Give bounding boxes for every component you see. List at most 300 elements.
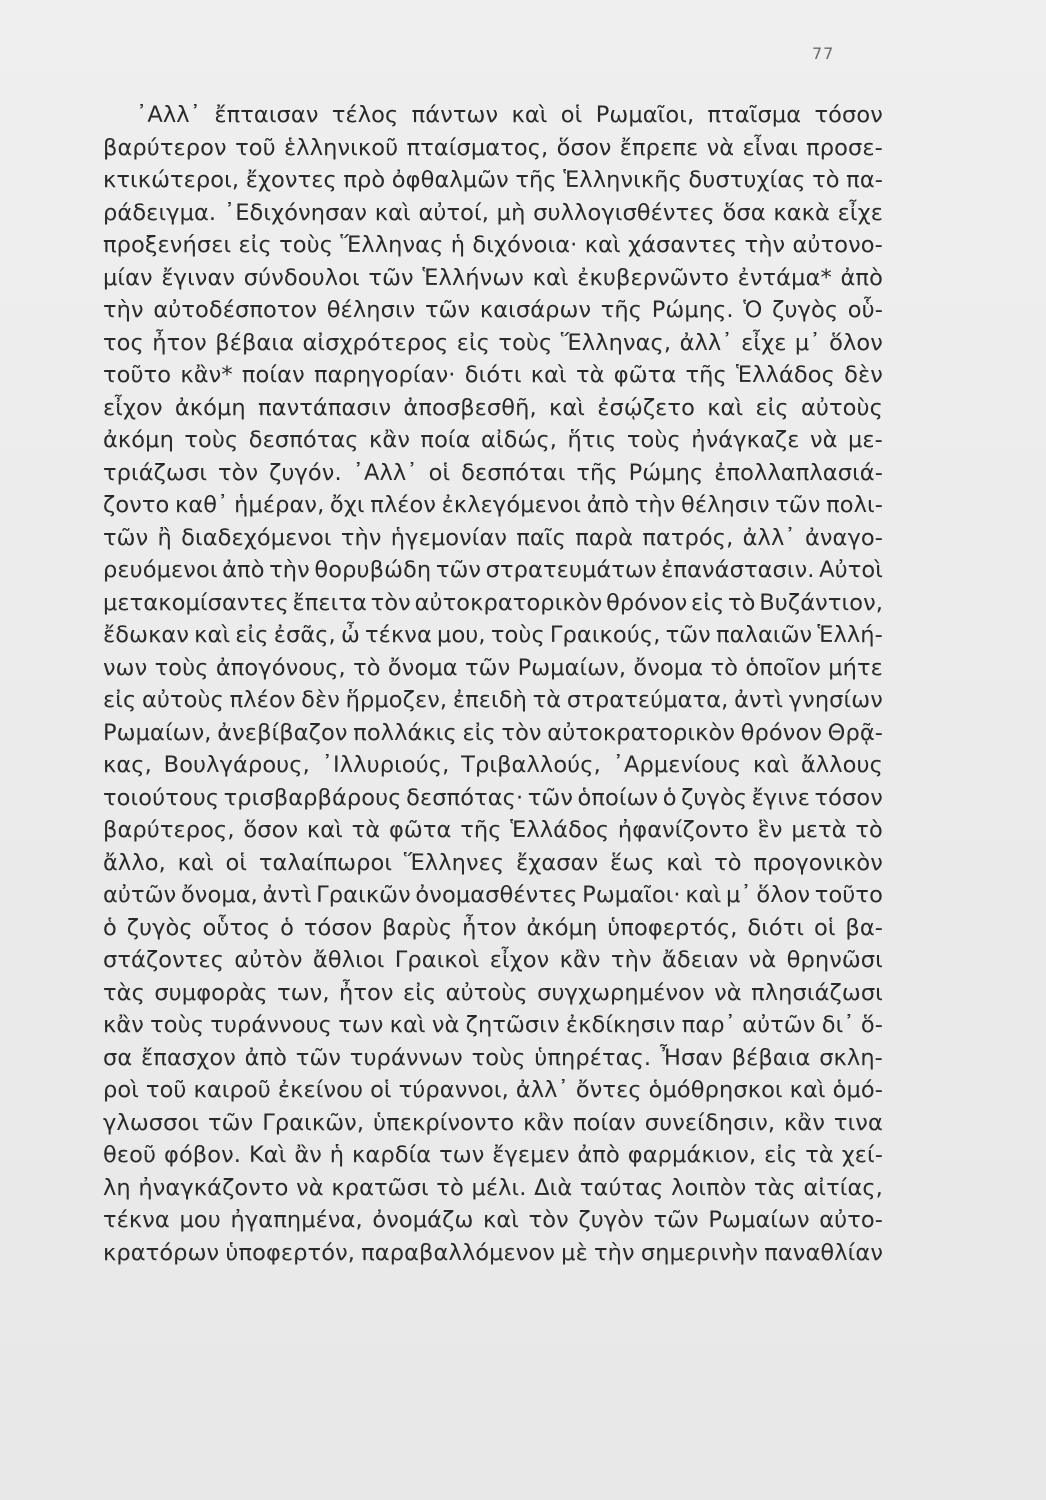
text-line [103, 294, 883, 327]
word: ἔχοντες [245, 167, 337, 193]
word: ρευόμενοι [103, 557, 218, 583]
word: ζητῶσιν [465, 1012, 560, 1038]
word: εἰς [764, 1142, 798, 1168]
word: κας, [103, 752, 152, 778]
word: εἰς [402, 979, 437, 1006]
word: ἡμέραν, [234, 492, 325, 518]
word: Καὶ [248, 1142, 287, 1168]
word: τὸν [501, 719, 542, 746]
word: τόσον [814, 784, 883, 811]
word: κρατῶσι [331, 1174, 429, 1201]
word: καὶ [707, 394, 744, 421]
word: συγχωρημένον [537, 979, 705, 1006]
word: των, [277, 979, 330, 1006]
word: Ἦσαν [659, 1044, 723, 1071]
text-line [103, 749, 883, 782]
word: ὅ- [860, 1012, 883, 1038]
word: Ρωμαίων, [517, 654, 627, 681]
word: καιροῦ [193, 1077, 271, 1103]
word: τύραννοι, [398, 1077, 509, 1103]
word: τῶν [424, 297, 471, 323]
word: συνείδησιν, [644, 1109, 776, 1136]
word: ᾿Αλλ᾿ [352, 459, 418, 486]
word: ὄνομα [387, 654, 458, 681]
word: νὰ [714, 979, 742, 1006]
word: Ρώμης [628, 459, 704, 486]
word: ὑποφερτόν, [225, 1239, 355, 1266]
word: παῖς [516, 524, 566, 551]
word: καὶ [549, 394, 586, 421]
word: καὶ [374, 199, 411, 226]
word: τοῦτο [103, 362, 172, 388]
word: ἔπρεπε [619, 134, 699, 161]
word: πλησιάζωσι [751, 979, 883, 1006]
word: τοῦτο [814, 882, 883, 908]
word: ἠνάγκαζε [691, 427, 800, 453]
word: βαρύτερος, [103, 817, 235, 843]
word: τόσον [814, 102, 883, 128]
word: Θρᾷ- [827, 719, 883, 746]
word: ἔπταισαν [214, 102, 319, 128]
word: γλωσσοι [103, 1109, 200, 1136]
word: ὁ [280, 914, 295, 941]
text-line [103, 652, 883, 685]
word: τὸ [710, 654, 738, 681]
word: Διὰ [534, 1174, 573, 1201]
word: ὅσον [243, 817, 299, 843]
word: μετακομίσαντες [103, 589, 289, 616]
word: ὦ [340, 622, 360, 648]
word: ἔχασαν [516, 849, 599, 876]
word: Ἕλληνας [340, 232, 444, 258]
word: ὅλον [829, 329, 883, 356]
word: ζυγὸς [126, 914, 193, 941]
word: ἥτις [567, 427, 617, 453]
text-line [103, 457, 883, 490]
word: των [439, 1142, 485, 1168]
word: ζυγὸν [578, 1207, 644, 1233]
word: εἰς [103, 687, 137, 713]
word: καὶ [194, 622, 231, 648]
word: τριάζωσι [103, 459, 208, 486]
word: ἔγιναν [161, 264, 236, 291]
word: τῶν [527, 784, 574, 811]
word: ταλαίπωροι [258, 849, 393, 876]
word: τέλος [331, 102, 399, 128]
word: Τριβαλλούς, [461, 752, 601, 778]
word: αὐτοὺς [800, 394, 883, 421]
word: παναθλίαν [764, 1239, 883, 1266]
word: ἕως [610, 849, 655, 876]
word: εἶχε [837, 199, 883, 226]
word: τῶν [653, 1207, 699, 1233]
word: τὸν [528, 1207, 569, 1233]
text-line [103, 197, 883, 230]
word: γνησίων [788, 687, 883, 713]
word: κἂν [559, 947, 601, 973]
word: συμφορὰς [154, 979, 268, 1006]
word: σκλη- [819, 1044, 883, 1071]
word: ζυγὸς [681, 784, 748, 811]
word: μὴ [496, 199, 526, 226]
word: προσε- [806, 134, 883, 161]
word: τῶν [775, 492, 821, 518]
word: ὅσον [556, 134, 612, 161]
word: αὐτῶν [103, 882, 177, 908]
word: διότι [464, 362, 522, 388]
word: διότι [747, 914, 805, 941]
word: χεί- [841, 1142, 883, 1168]
word: ὅσα [722, 199, 766, 226]
word: ἀντὶ [262, 882, 312, 908]
word: ἀλλ᾿ [679, 329, 733, 356]
word: κἂν [369, 427, 410, 453]
word: Γραικῶν, [262, 1109, 365, 1136]
word: Ἕλληνας, [560, 329, 672, 356]
word: τὸν [217, 459, 259, 486]
word: βαρύτερον [103, 134, 227, 161]
word: Ἑλληνικῆς [563, 167, 682, 193]
word: καὶ [306, 817, 343, 843]
word: δεσπόται [461, 459, 566, 486]
word: θρόνον [606, 589, 688, 616]
word: παρ᾿ [681, 1012, 737, 1038]
word: ἀπὸ [222, 557, 265, 583]
word: τὰ [351, 817, 381, 843]
word: νὰ [706, 134, 735, 161]
word: πολλάκις [353, 719, 457, 746]
word: παλαιῶν [715, 622, 813, 648]
word: μήτε [828, 654, 883, 681]
word: τὸν [370, 589, 411, 616]
word: βέβαια [215, 329, 295, 356]
word: ἀπὸ [244, 1044, 288, 1071]
word: ἐντάμα* [737, 264, 832, 291]
word: ράδειγμα. [103, 199, 217, 226]
word: αὐτῶν [742, 1012, 816, 1038]
word: τὰ [576, 362, 605, 388]
word: βα- [845, 914, 883, 941]
word: ὄνομα [633, 654, 704, 681]
text-line [103, 262, 883, 295]
word: ἀκόμη [103, 427, 174, 453]
text-line [103, 847, 883, 880]
word: τοὺς [471, 1044, 526, 1071]
word: πλέον [370, 492, 437, 518]
word: καὶ [177, 849, 214, 876]
word: καὶ [685, 882, 722, 908]
word: εἰς [755, 394, 789, 421]
word: ἥρμοζεν, [345, 687, 448, 713]
text-line [103, 554, 883, 587]
word: ἐκδίκησιν [565, 1012, 676, 1038]
word: τοὺς [490, 622, 545, 648]
word: τοὺς [150, 1012, 205, 1038]
text-line [103, 1172, 883, 1205]
word: τὴν [744, 232, 786, 258]
word: ἡγεμονίαν [390, 524, 508, 551]
text-line [103, 132, 883, 165]
word: φόβον. [164, 1142, 242, 1168]
word: ταύτας [579, 1174, 664, 1201]
word: οἱ [225, 849, 248, 876]
word: μ᾿ [794, 329, 821, 356]
word: τοιούτους [103, 784, 220, 811]
word: ἑλληνικοῦ [284, 134, 399, 161]
word: τυράννων [349, 1044, 463, 1071]
word: ποίαν [241, 362, 305, 388]
word: αὐτοκρατορικὸν [414, 589, 603, 616]
word: νων [103, 654, 148, 681]
word: λη [103, 1174, 131, 1201]
word: ἀπὸ [586, 492, 630, 518]
word: ἀντὶ [734, 687, 784, 713]
word: ὀνομασθέντες [415, 882, 578, 908]
word: αὐτοί, [418, 199, 489, 226]
word: πταῖσμα [707, 102, 802, 128]
word: παντάπασιν [258, 394, 392, 421]
word: πολι- [826, 492, 883, 518]
word: Ἑλλήνων [422, 264, 524, 291]
word: ποίαν [573, 1109, 636, 1136]
word: καὶ [530, 362, 567, 388]
word: Ἑλλάδος [510, 817, 610, 843]
word: κακὰ [773, 199, 830, 226]
word: ἓν [757, 817, 783, 843]
word: νὰ [431, 1012, 460, 1038]
word: τῶν [103, 524, 149, 551]
word: νὰ [296, 1174, 324, 1201]
word: πταίσματος, [406, 134, 549, 161]
word: τὰς [103, 979, 145, 1006]
text-line [103, 1107, 883, 1140]
text-line [103, 392, 883, 425]
word: τῆς [576, 459, 618, 486]
word: τὴν [634, 492, 676, 518]
word: δεσπότας [248, 427, 359, 453]
word: τὰ [532, 687, 562, 713]
word: ἄθλιοι [312, 947, 385, 973]
word: ᾿Αρμενίους [612, 752, 742, 778]
word: οὗτος [202, 914, 271, 941]
word: ὁμόθρησκοι [648, 1077, 783, 1103]
word: τὴν [269, 557, 310, 583]
word: ἠφανίζοντο [617, 817, 749, 843]
word: βέβαια [731, 1044, 811, 1071]
word: ἐκείνου [277, 1077, 364, 1103]
word: ὁποῖον [745, 654, 821, 681]
text-line [103, 327, 883, 360]
word: λοιπὸν [671, 1174, 747, 1201]
word: ὑπηρέτας. [534, 1044, 652, 1071]
text-line [103, 717, 883, 750]
word: Ἑλλάδος [736, 362, 835, 388]
word: καὶ [753, 752, 790, 778]
word: Βουλγάρους, [163, 752, 310, 778]
text-line [103, 1204, 883, 1237]
text-line [103, 522, 883, 555]
word: οἱ [370, 1077, 392, 1103]
word: ἔπειτα [292, 589, 367, 616]
word: μ᾿ [725, 882, 752, 908]
word: κἂν [784, 1109, 825, 1136]
word: ἔγεμεν [492, 1142, 570, 1168]
text-line [103, 684, 883, 717]
word: ὁ [662, 784, 677, 811]
word: τῶν [208, 1109, 254, 1136]
word: ζυγὸς [772, 297, 839, 323]
word: καὶ [666, 849, 703, 876]
word: τοῦ [145, 1077, 187, 1103]
word: ἢ [157, 524, 172, 551]
word: ὁ [103, 914, 117, 941]
word: τῶν [295, 1044, 342, 1071]
word: φῶτα [613, 362, 677, 388]
word: ἀκόμη [174, 394, 246, 421]
word: διαδεχόμενοι [181, 524, 332, 551]
word: Ἕλληνες [403, 849, 505, 876]
word: τὸ [728, 589, 756, 616]
word: ἠγαπημένα, [230, 1207, 363, 1233]
word: εἰς [235, 622, 269, 648]
word: μου, [437, 622, 486, 648]
word: Ρωμαῖοι· [582, 882, 681, 908]
word: ἐπολλαπλασιά- [714, 459, 883, 486]
word: αὐτοὺς [141, 687, 224, 713]
word: διχόνοια· [472, 232, 578, 258]
word: τὸ [855, 817, 883, 843]
word: σημερινὴν [640, 1239, 759, 1266]
word: καὶ [532, 264, 569, 291]
word: εἰς [462, 719, 496, 746]
word: οἱ [560, 102, 583, 128]
word: ἐπανάστασιν. [661, 557, 815, 583]
word: αἰδώς, [481, 427, 558, 453]
text-line [103, 1009, 883, 1042]
word: ἀποσβεσθῆ, [403, 394, 537, 421]
word: τῆς [685, 362, 727, 388]
word: αὐτὸν [234, 947, 303, 973]
word: παρηγορίαν· [313, 362, 456, 388]
word: τὴν [610, 947, 652, 973]
word: ἀκόμη [526, 914, 598, 941]
word: τυράννους [210, 1012, 332, 1038]
word: ἦτον [152, 329, 207, 356]
word: ὄχι [329, 492, 365, 518]
word: τὰ [805, 1142, 834, 1168]
word: καὶ [789, 1077, 826, 1103]
word: οἱ [813, 914, 836, 941]
word: στρατεύματα, [566, 687, 729, 713]
word: πατρός, [642, 524, 734, 551]
word: κἂν [523, 1109, 565, 1136]
word: ἔδωκαν [103, 622, 190, 648]
word: τὴν [340, 524, 382, 551]
word: τοῦ [235, 134, 276, 161]
word: ἔπασχον [141, 1044, 236, 1071]
word: καρδία [352, 1142, 432, 1168]
word: χάσαντες [628, 232, 738, 258]
text-line [103, 1074, 883, 1107]
text-line [103, 977, 883, 1010]
word: ἀναγο- [804, 524, 883, 551]
word: καὶ [483, 1207, 520, 1233]
word: δεσπότας· [406, 784, 524, 811]
word: ἄδειαν [661, 947, 739, 973]
word: δι᾿ [821, 1012, 855, 1038]
text-line [103, 99, 883, 132]
word: πα- [846, 167, 883, 193]
word: νὰ [809, 427, 838, 453]
word: παραβαλλόμενον [361, 1239, 556, 1266]
word: τοὺς [184, 427, 239, 453]
word: μὲ [561, 1239, 588, 1266]
text-line [103, 424, 883, 457]
word: δυστυχίας [688, 167, 806, 193]
text-line [103, 489, 883, 522]
word: τὰς [753, 1174, 796, 1201]
word: μου [179, 1207, 221, 1233]
text-line [103, 1042, 883, 1075]
word: τινα [833, 1109, 883, 1136]
word: εἶναι [742, 134, 798, 161]
word: Ρωμαίων, [103, 719, 212, 746]
word: ὅλον [756, 882, 811, 908]
word: καὶ [389, 1012, 426, 1038]
word: Γραικούς, [549, 622, 661, 648]
word: ᾿Ιλλυριούς, [321, 752, 450, 778]
word: ἀπογόνους, [215, 654, 346, 681]
word: εἰς [456, 329, 490, 356]
word: τέκνα [103, 1207, 170, 1233]
word: στρατευμάτων [485, 557, 657, 583]
word: ὑπεκρίνοντο [373, 1109, 515, 1136]
word: κἂν [103, 1012, 144, 1038]
word: νὰ [748, 947, 777, 973]
word: καὶ [584, 232, 621, 258]
word: τοὺς [279, 232, 334, 258]
word: ἀπὸ [840, 264, 883, 291]
word: τὴν [594, 1239, 635, 1266]
word: Βυζάντιον, [759, 589, 883, 616]
word: Ὁ [743, 297, 763, 323]
word: οὗ- [847, 297, 883, 323]
word: ἐκυβερνῶντο [577, 264, 729, 291]
word: ὄντες [575, 1077, 642, 1103]
word: ὁποίων [577, 784, 659, 811]
word: με- [848, 427, 883, 453]
word: εἶχον [489, 947, 550, 973]
word: τὸ [714, 849, 742, 876]
word: κἂν* [180, 362, 233, 388]
word: ὑποφερτός, [607, 914, 738, 941]
word: αὐτοδέσποτον [153, 297, 318, 323]
text-line [103, 359, 883, 392]
text-line [103, 944, 883, 977]
word: ἀλλ᾿ [515, 1077, 569, 1103]
word: Ρωμαῖοι, [595, 102, 695, 128]
word: αὐτονο- [792, 232, 883, 258]
word: θέλησιν [326, 297, 416, 323]
text-line [103, 912, 883, 945]
text-line [103, 229, 883, 262]
word: ᾿Αλλ᾿ [136, 102, 202, 128]
word: τόσον [303, 914, 373, 941]
word: ἀλλ᾿ [742, 524, 796, 551]
word: Αὐτοὶ [819, 557, 883, 583]
word: θρηνῶσι [786, 947, 883, 973]
word: στάζοντες [103, 947, 225, 973]
